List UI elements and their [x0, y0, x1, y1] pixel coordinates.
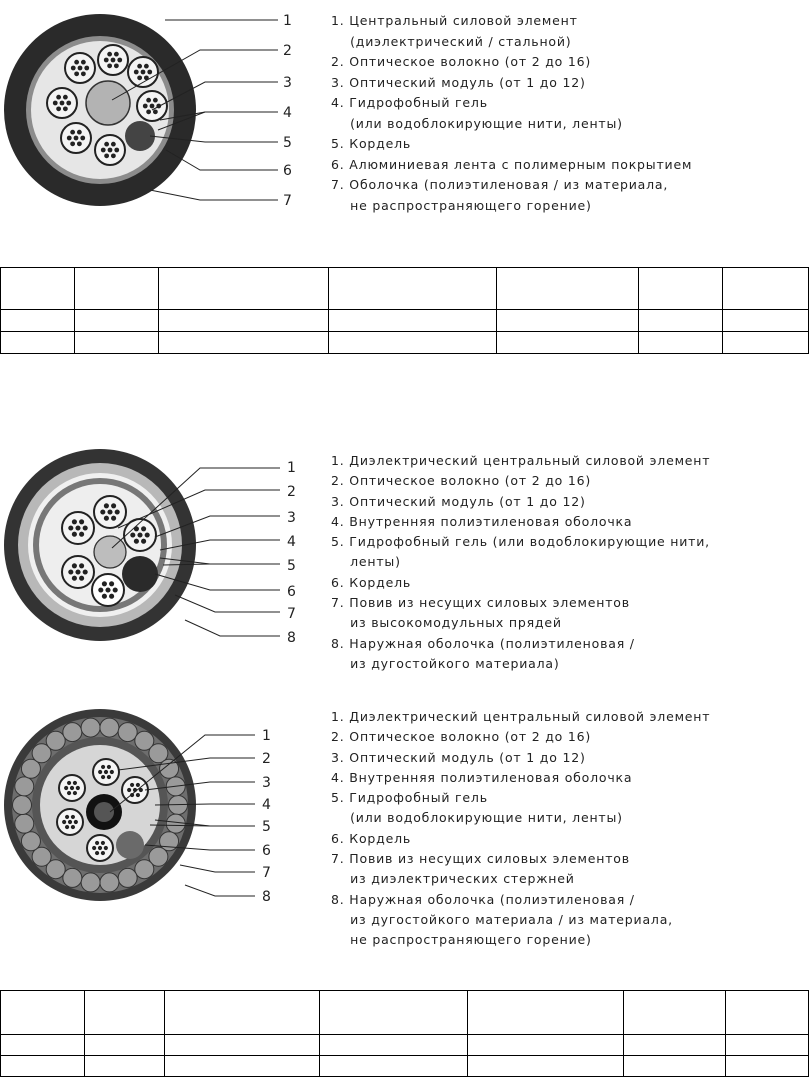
- optical-fiber: [79, 519, 84, 524]
- cable-diagram-2: [0, 440, 809, 675]
- dielectric-rod: [13, 796, 32, 815]
- spec-table-2: [0, 990, 809, 1077]
- legend-item: ленты): [331, 554, 401, 570]
- optical-fiber: [74, 136, 79, 141]
- legend-item: 1. Центральный силовой элемент: [331, 13, 578, 28]
- callout-number: 8: [287, 630, 296, 646]
- optical-fiber: [111, 503, 116, 508]
- optical-fiber: [67, 136, 72, 141]
- optical-fiber: [104, 846, 108, 850]
- optical-fiber: [56, 95, 61, 100]
- optical-fiber: [77, 130, 82, 135]
- table-cell: [726, 1035, 809, 1056]
- optical-fiber: [68, 525, 73, 530]
- table-cell: [723, 268, 809, 310]
- legend-item: 6. Кордель: [331, 830, 412, 846]
- optical-fiber: [153, 98, 158, 103]
- table-cell: [165, 1056, 320, 1077]
- dielectric-rod: [100, 873, 119, 892]
- callout-numbers: [283, 13, 292, 209]
- optical-fiber: [101, 851, 105, 855]
- optical-fiber: [81, 60, 86, 65]
- legend-item: из диэлектрических стержней: [331, 871, 575, 887]
- optical-fiber: [71, 66, 76, 71]
- optical-fiber: [114, 63, 119, 68]
- dielectric-rod: [135, 860, 154, 879]
- optical-fiber: [71, 825, 75, 829]
- optical-fiber: [71, 815, 75, 819]
- table-cell: [497, 310, 639, 332]
- optical-fiber: [146, 109, 151, 114]
- table-cell: [159, 332, 329, 354]
- optical-fiber: [111, 142, 116, 147]
- table-cell: [468, 991, 624, 1035]
- optical-fiber: [76, 786, 80, 790]
- optical-fiber: [101, 841, 105, 845]
- dielectric-rod: [81, 718, 100, 737]
- optical-fiber: [114, 148, 119, 153]
- dielectric-rod: [118, 868, 137, 887]
- optical-fiber: [72, 576, 77, 581]
- optical-module: [95, 135, 125, 165]
- optical-fiber: [67, 781, 71, 785]
- optical-fiber: [83, 525, 88, 530]
- legend-item: 8. Наружная оболочка (полиэтиленовая /: [331, 891, 635, 907]
- optical-fiber: [68, 820, 72, 824]
- table-row: [1, 1035, 809, 1056]
- optical-module: [137, 91, 167, 121]
- optical-fiber: [130, 532, 135, 537]
- table-cell: [497, 268, 639, 310]
- dielectric-rod: [46, 731, 65, 750]
- callout-number: 3: [262, 775, 271, 791]
- table-cell: [1, 332, 75, 354]
- optical-fiber: [70, 130, 75, 135]
- optical-module: [62, 512, 94, 544]
- optical-fiber: [74, 71, 79, 76]
- optical-fiber: [150, 104, 155, 109]
- optical-fiber: [95, 841, 99, 845]
- legend-3: [331, 707, 710, 951]
- legend-item: из дугостойкого материала / из материала,: [331, 911, 673, 927]
- callout-number: 4: [287, 534, 296, 550]
- callout-number: 4: [283, 105, 292, 121]
- optical-fiber: [79, 532, 84, 537]
- legend-item: 8. Наружная оболочка (полиэтиленовая /: [331, 635, 635, 651]
- dielectric-rod: [21, 832, 40, 851]
- table-cell: [1, 268, 75, 310]
- optical-fiber: [144, 64, 149, 69]
- optical-fiber: [80, 136, 85, 141]
- optical-fiber: [104, 516, 109, 521]
- optical-fiber: [143, 104, 148, 109]
- legend-item: (диэлектрический / стальной): [331, 33, 572, 49]
- legend-item: не распространяющего горение): [331, 932, 592, 948]
- legend-item: 4. Внутренняя полиэтиленовая оболочка: [331, 513, 633, 529]
- optical-fiber: [102, 594, 107, 599]
- optical-fiber: [79, 576, 84, 581]
- optical-fiber: [53, 101, 58, 106]
- optical-fiber: [141, 526, 146, 531]
- legend-item: 2. Оптическое волокно (от 2 до 16): [331, 54, 592, 69]
- callout-number: 6: [287, 584, 296, 600]
- dielectric-rod: [118, 723, 137, 742]
- legend-item: 3. Оптический модуль (от 1 до 12): [331, 74, 586, 90]
- dielectric-rod: [15, 777, 34, 796]
- cordel: [116, 831, 144, 859]
- optical-fiber: [101, 775, 105, 779]
- central-strength-member: [86, 81, 130, 125]
- optical-module: [47, 88, 77, 118]
- callout-number: 2: [287, 484, 296, 500]
- optical-fiber: [60, 101, 65, 106]
- optical-fiber: [114, 52, 119, 57]
- legend-item: 4. Гидрофобный гель: [331, 95, 488, 110]
- optical-fiber: [72, 563, 77, 568]
- dielectric-rod: [100, 718, 119, 737]
- legend-item: из дугостойкого материала): [331, 655, 560, 671]
- optical-fiber: [117, 58, 122, 63]
- optical-fiber: [136, 783, 140, 787]
- table-cell: [468, 1056, 624, 1077]
- table-cell: [159, 268, 329, 310]
- optical-fiber: [73, 781, 77, 785]
- optical-fiber: [134, 70, 139, 75]
- table-cell: [320, 1035, 468, 1056]
- optical-fiber: [92, 846, 96, 850]
- optical-fiber: [104, 58, 109, 63]
- legend-item: 7. Оболочка (полиэтиленовая / из материала,: [331, 177, 669, 192]
- optical-fiber: [146, 98, 151, 103]
- optical-fiber: [101, 148, 106, 153]
- optical-fiber: [63, 106, 68, 111]
- table-row: [1, 1056, 809, 1077]
- table-cell: [165, 1035, 320, 1056]
- optical-module: [98, 45, 128, 75]
- optical-fiber: [79, 563, 84, 568]
- legend-item: 7. Повив из несущих силовых элементов: [331, 851, 630, 867]
- table-cell: [85, 1056, 165, 1077]
- optical-fiber: [153, 109, 158, 114]
- callout-number: 3: [287, 510, 296, 526]
- dielectric-rod: [166, 814, 185, 833]
- table-cell: [497, 332, 639, 354]
- legend-item: (или водоблокирующие нити, ленты): [331, 810, 623, 826]
- optical-fiber: [73, 791, 77, 795]
- table-cell: [75, 268, 159, 310]
- dielectric-rod: [63, 723, 82, 742]
- optical-fiber: [68, 569, 73, 574]
- optical-fiber: [84, 66, 89, 71]
- callout-number: 1: [283, 13, 292, 29]
- optical-fiber: [137, 75, 142, 80]
- optical-fiber: [141, 539, 146, 544]
- optical-fiber: [107, 765, 111, 769]
- table-cell: [624, 1056, 726, 1077]
- optical-fiber: [111, 516, 116, 521]
- optical-fiber: [111, 58, 116, 63]
- table-cell: [329, 310, 497, 332]
- legend-item: 4. Внутренняя полиэтиленовая оболочка: [331, 769, 633, 785]
- legend-item: 3. Оптический модуль (от 1 до 12): [331, 493, 586, 509]
- spec-table-1: [0, 267, 809, 354]
- optical-fiber: [70, 786, 74, 790]
- optical-fiber: [75, 525, 80, 530]
- dielectric-rod: [81, 873, 100, 892]
- central-strength-member: [94, 536, 126, 568]
- cordel: [122, 556, 158, 592]
- legend-item: 5. Кордель: [331, 136, 412, 151]
- optical-fiber: [113, 587, 118, 592]
- optical-fiber: [107, 509, 112, 514]
- callout-number: 5: [287, 558, 296, 574]
- dielectric-rod: [15, 814, 34, 833]
- optical-fiber: [66, 101, 71, 106]
- optical-module: [65, 53, 95, 83]
- optical-fiber: [109, 581, 114, 586]
- table-cell: [726, 1056, 809, 1077]
- table-cell: [726, 991, 809, 1035]
- callout-number: 6: [283, 163, 292, 179]
- table-cell: [468, 1035, 624, 1056]
- legend-item: 5. Гидрофобный гель: [331, 790, 488, 806]
- table-cell: [1, 310, 75, 332]
- optical-fiber: [70, 141, 75, 146]
- callout-numbers: [287, 460, 296, 646]
- callout-number: 7: [262, 865, 271, 881]
- optical-fiber: [136, 793, 140, 797]
- table-cell: [75, 332, 159, 354]
- optical-fiber: [83, 569, 88, 574]
- optical-module: [92, 574, 124, 606]
- table-cell: [639, 332, 723, 354]
- optical-fiber: [81, 71, 86, 76]
- table-cell: [624, 991, 726, 1035]
- optical-fiber: [108, 148, 113, 153]
- table-row: [1, 268, 809, 310]
- table-row: [1, 332, 809, 354]
- cable-diagram-3: [0, 700, 809, 960]
- legend-item: 6. Алюминиевая лента с полимерным покрытием: [331, 156, 693, 172]
- table-cell: [723, 310, 809, 332]
- callout-number: 6: [262, 843, 271, 859]
- table-cell: [1, 991, 85, 1035]
- legend-item: не распространяющего горение): [331, 197, 592, 213]
- table-cell: [329, 332, 497, 354]
- legend-2: [331, 451, 710, 674]
- callout-number: 1: [287, 460, 296, 476]
- optical-fiber: [102, 581, 107, 586]
- optical-fiber: [78, 66, 83, 71]
- optical-module: [59, 775, 85, 801]
- table-row: [1, 991, 809, 1035]
- optical-fiber: [100, 509, 105, 514]
- legend-item: (или водоблокирующие нити, ленты): [331, 115, 623, 131]
- table-cell: [85, 1035, 165, 1056]
- optical-fiber: [64, 786, 68, 790]
- optical-module: [93, 759, 119, 785]
- optical-fiber: [145, 532, 150, 537]
- legend-item: 1. Диэлектрический центральный силовой элемент: [331, 453, 711, 468]
- table-cell: [329, 268, 497, 310]
- callout-number: 7: [287, 606, 296, 622]
- optical-fiber: [74, 820, 78, 824]
- optical-fiber: [105, 587, 110, 592]
- table-cell: [639, 310, 723, 332]
- optical-fiber: [63, 95, 68, 100]
- callout-number: 1: [262, 728, 271, 744]
- optical-fiber: [98, 846, 102, 850]
- legend-item: 3. Оптический модуль (от 1 до 12): [331, 749, 586, 765]
- optical-module: [57, 809, 83, 835]
- table-cell: [1, 1035, 85, 1056]
- optical-fiber: [72, 519, 77, 524]
- callout-numbers: [262, 728, 271, 905]
- optical-fiber: [72, 532, 77, 537]
- optical-fiber: [137, 64, 142, 69]
- cable-diagram-1: [0, 0, 809, 215]
- legend-item: 2. Оптическое волокно (от 2 до 16): [331, 473, 592, 489]
- table-cell: [85, 991, 165, 1035]
- optical-fiber: [101, 765, 105, 769]
- table-cell: [639, 268, 723, 310]
- table-cell: [320, 1056, 468, 1077]
- optical-fiber: [147, 70, 152, 75]
- legend-item: 2. Оптическое волокно (от 2 до 16): [331, 729, 592, 745]
- callout-number: 5: [262, 819, 271, 835]
- optical-module: [62, 556, 94, 588]
- callout-number: 4: [262, 797, 271, 813]
- optical-module: [87, 835, 113, 861]
- callout-number: 2: [262, 751, 271, 767]
- optical-fiber: [107, 63, 112, 68]
- table-cell: [320, 991, 468, 1035]
- optical-module: [94, 496, 126, 528]
- optical-fiber: [67, 791, 71, 795]
- optical-module: [61, 123, 91, 153]
- table-cell: [165, 991, 320, 1035]
- table-cell: [1, 1056, 85, 1077]
- optical-fiber: [77, 141, 82, 146]
- optical-fiber: [127, 788, 131, 792]
- optical-fiber: [107, 775, 111, 779]
- table-cell: [75, 310, 159, 332]
- optical-fiber: [74, 60, 79, 65]
- table-cell: [624, 1035, 726, 1056]
- optical-fiber: [115, 509, 120, 514]
- optical-fiber: [141, 70, 146, 75]
- legend-item: 5. Гидрофобный гель (или водоблокирующие нити,: [331, 534, 710, 550]
- table-cell: [159, 310, 329, 332]
- legend-item: 6. Кордель: [331, 574, 412, 590]
- optical-fiber: [56, 106, 61, 111]
- optical-fiber: [107, 52, 112, 57]
- optical-fiber: [65, 815, 69, 819]
- table-row: [1, 310, 809, 332]
- optical-fiber: [104, 503, 109, 508]
- optical-fiber: [104, 153, 109, 158]
- optical-fiber: [98, 587, 103, 592]
- optical-fiber: [65, 825, 69, 829]
- table-cell: [723, 332, 809, 354]
- optical-fiber: [98, 770, 102, 774]
- legend-item: 1. Диэлектрический центральный силовой элемент: [331, 709, 711, 724]
- callout-number: 3: [283, 75, 292, 91]
- optical-fiber: [110, 770, 114, 774]
- optical-fiber: [95, 851, 99, 855]
- optical-fiber: [134, 539, 139, 544]
- callout-number: 5: [283, 135, 292, 151]
- dielectric-rod: [63, 868, 82, 887]
- optical-fiber: [130, 783, 134, 787]
- legend-1: [331, 11, 692, 216]
- callout-number: 7: [283, 193, 292, 209]
- optical-fiber: [109, 594, 114, 599]
- legend-item: 7. Повив из несущих силовых элементов: [331, 595, 630, 611]
- optical-fiber: [104, 142, 109, 147]
- optical-fiber: [137, 532, 142, 537]
- optical-fiber: [75, 569, 80, 574]
- legend-item: из высокомодульных прядей: [331, 615, 562, 631]
- callout-number: 2: [283, 43, 292, 59]
- callout-number: 8: [262, 889, 271, 905]
- optical-fiber: [62, 820, 66, 824]
- optical-fiber: [104, 770, 108, 774]
- optical-fiber: [111, 153, 116, 158]
